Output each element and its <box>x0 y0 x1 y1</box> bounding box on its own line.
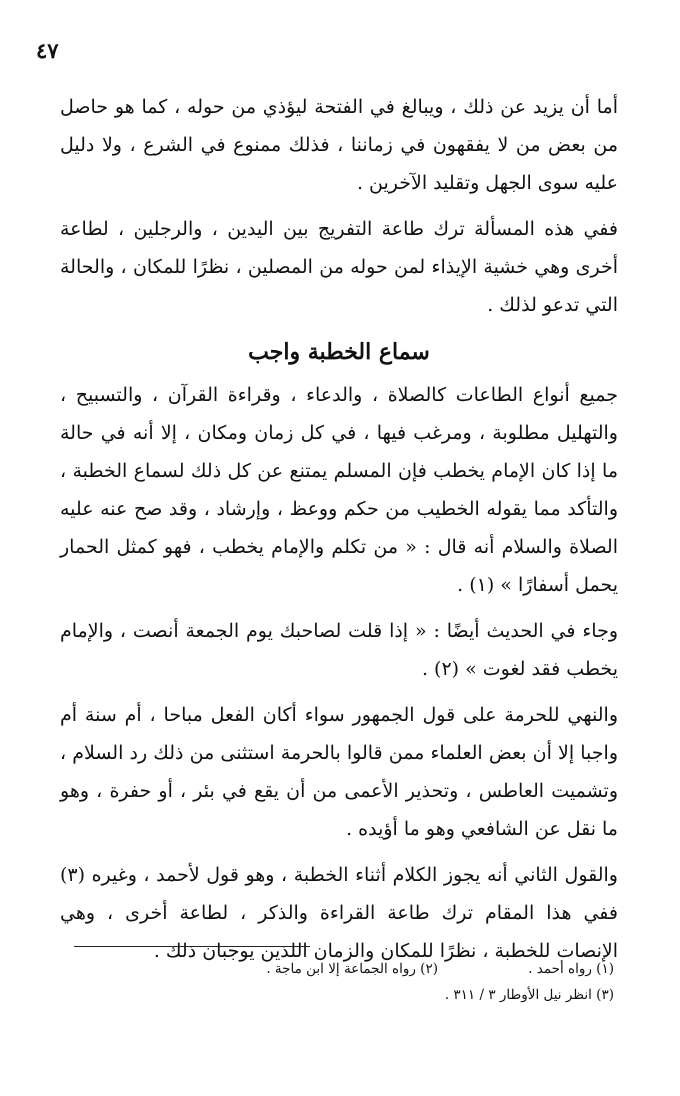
section-paragraph: جميع أنواع الطاعات كالصلاة ، والدعاء ، وقراءة القرآن ، والتسبيح ، والتهليل مطلوبة ، ومرغب فيها ، في كل زمان ومكان ، إلا أنه في حالة ما إذا كان الإمام يخطب فإن المسلم يمتنع عن كل ذلك لسماع الخطبة ، والتأكد مما يقوله الخطيب من حكم ووعظ ، وإرشاد ، وقد صح عنه عليه الصلاة والسلام أنه قال : « من تكلم والإمام يخطب ، فهو كمثل الحمار يحمل أسفارًا » (١) . <box>60 384 618 596</box>
body-paragraph: أما أن يزيد عن ذلك ، ويبالغ في الفتحة ليؤذي من حوله ، كما هو حاصل من بعض من لا يفقهون في زماننا ، فذلك ممنوع في الشرع ، ولا دليل عليه سوى الجهل وتقليد الآخرين . <box>60 96 618 194</box>
footnote: (١) رواه أحمد . <box>528 961 614 977</box>
footnotes <box>60 956 614 1008</box>
footnote-row <box>60 956 614 982</box>
section-paragraph: وجاء في الحديث أيضًا : « إذا قلت لصاحبك يوم الجمعة أنصت ، والإمام يخطب فقد لغوت » (٢) . <box>60 620 618 680</box>
page-body <box>60 88 618 970</box>
body-paragraph: ففي هذه المسألة ترك طاعة التفريج بين اليدين ، والرجلين ، لطاعة أخرى وهي خشية الإيذاء لمن حوله من المصلين ، نظرًا للمكان ، والحالة التي تدعو لذلك . <box>60 218 618 316</box>
section-paragraph: والنهي للحرمة على قول الجمهور سواء أكان الفعل مباحا ، أم سنة أم واجبا إلا أن بعض العلماء ممن قالوا بالحرمة استثنى من ذلك رد السلام ، وتشميت العاطس ، وتحذير الأعمى من أن يقع في بئر ، أو حفرة ، وهو ما نقل عن الشافعي وهو ما أؤيده . <box>60 704 618 840</box>
footnote-row <box>60 982 614 1008</box>
page-number: ٤٧ <box>36 38 59 63</box>
footnote-divider <box>74 946 310 947</box>
section-paragraph: والقول الثاني أنه يجوز الكلام أثناء الخطبة ، وهو قول لأحمد ، وغيره (٣) ففي هذا المقام ترك طاعة القراءة والذكر ، لطاعة أخرى ، وهي الإنصات للخطبة ، نظرًا للمكان والزمان اللذين يوجبان ذلك . <box>60 864 618 962</box>
section-heading: سماع الخطبة واجب <box>248 339 430 365</box>
footnote: (٣) انظر نيل الأوطار ٣ / ٣١١ . <box>444 987 614 1003</box>
footnote: (٢) رواه الجماعة إلا ابن ماجة . <box>266 961 438 977</box>
